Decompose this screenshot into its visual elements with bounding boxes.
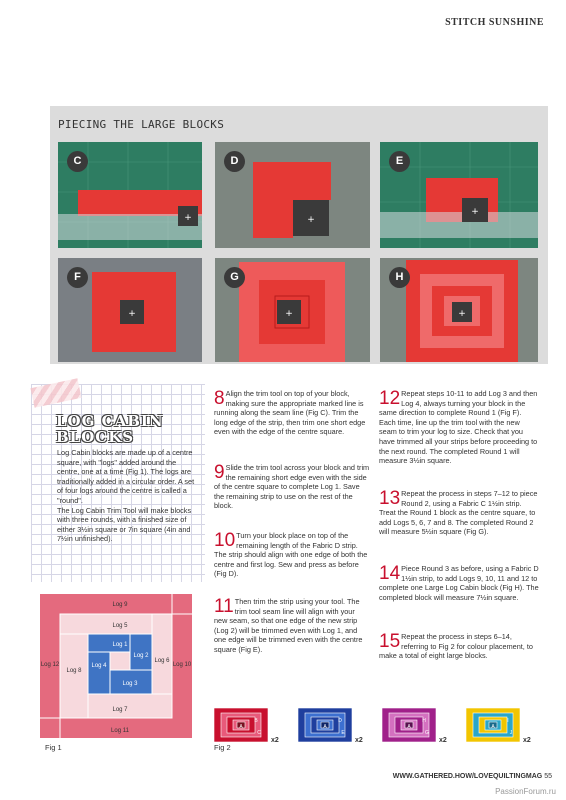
step-number: 9 (214, 462, 225, 483)
section-header: STITCH SUNSHINE (445, 17, 544, 28)
fig1-label-log6: Log 6 (154, 658, 170, 664)
intro-paragraph-1: Log Cabin blocks are made up of a centre square, with "logs" added around the centre, one at a time (Fig 1). The logs are traditionally added in a circular order. A set of four logs around the centre is called a "round". (57, 448, 195, 505)
fig1-label-log12: Log 12 (40, 662, 60, 668)
fig1-caption: Fig 1 (45, 743, 62, 752)
photo-h (380, 258, 538, 362)
fig2-quantity: x2 (271, 737, 279, 744)
step-number: 10 (214, 530, 236, 551)
log-cabin-title-line2: BLOCKS (56, 428, 135, 446)
fig1-label-log7: Log 7 (112, 707, 128, 713)
fig1-label-log4: Log 4 (91, 663, 107, 669)
intro-paragraph-2: The Log Cabin Trim Tool will make blocks with three rounds, with a finished size of either 3½in square or 7in square (4in and 7½in unfinished). (57, 505, 192, 544)
svg-text:+: + (285, 309, 293, 319)
step-12 (379, 389, 539, 466)
fig1-label-log5: Log 5 (112, 623, 128, 629)
log-cabin-title (56, 413, 164, 445)
step-number: 8 (214, 388, 225, 409)
fig1-label-log10: Log 10 (172, 662, 192, 668)
fig2-fabric-letter: G (425, 730, 429, 736)
fig2-fabric-letter: B (254, 718, 258, 724)
fig1-label-log1: Log 1 (112, 642, 128, 648)
step-13 (379, 489, 539, 537)
svg-text:+: + (307, 215, 315, 225)
step-text: Slide the trim tool across your block and trim the remaining short edge even with the side of the centre square to complete Log 1. Save the remaining strip to use on the rest of the block. (214, 463, 370, 511)
fig2-fabric-letter: E (341, 730, 345, 736)
step-number: 14 (379, 563, 401, 584)
step-text: Repeat the process in steps 7–12 to piece Round 2, using a Fabric C 1½in strip. Treat the Round 1 block as the centre square, to add Logs 5, 6, 7 and 8. The completed Round 2 will measure 5½in square (Fig G). (379, 489, 538, 537)
step-text: Repeat steps 10-11 to add Log 3 and then Log 4, always turning your block in the same direction to complete Round 1 (Fig F). Each time, line up the trim tool with the new seam to trim your log to size. Check that you have trimmed all your strips before proceeding to the next round. The completed Round 1 will measure 3½in square. (379, 389, 538, 466)
photo-label-g: G (224, 267, 245, 288)
fig2-fabric-letter: A (491, 724, 495, 730)
step-text: Then trim the strip using your tool. The trim tool seam line will align with your new seam, so that one edge of the new strip (Log 2) will be trimmed even with Log 1, and one edge will be trimmed even with the centre square (Fig E). (214, 597, 363, 654)
fig2-block-3 (382, 708, 447, 744)
fig2-block-2 (298, 708, 363, 744)
photo-c (58, 142, 202, 248)
photo-g (215, 258, 370, 362)
photo-d (215, 142, 370, 248)
fig2-fabric-letter: A (239, 724, 243, 730)
fig2-quantity: x2 (439, 737, 447, 744)
fig2-fabric-letter: D (338, 718, 342, 724)
photo-label-f: F (67, 267, 88, 288)
photo-label-e: E (389, 151, 410, 172)
step-number: 15 (379, 631, 401, 652)
step-11 (214, 597, 370, 655)
step-number: 13 (379, 488, 401, 509)
svg-text:+: + (184, 213, 192, 223)
fig1-diagram (40, 594, 192, 738)
fig2-fabric-letter: I (507, 718, 509, 724)
photo-label-h: H (389, 267, 410, 288)
step-15 (379, 632, 539, 661)
step-number: 11 (214, 596, 234, 617)
fig2-fabric-letter: J (509, 730, 513, 736)
fig2-block-4 (466, 708, 531, 744)
step-10 (214, 531, 370, 579)
watermark: PassionForum.ru (495, 787, 556, 796)
photo-label-d: D (224, 151, 245, 172)
photo-e (380, 142, 538, 248)
fig2-block-1 (214, 708, 279, 744)
page-number: 55 (544, 773, 552, 780)
fig1-label-log11: Log 11 (111, 728, 129, 734)
svg-text:+: + (471, 207, 479, 217)
fig2-fabric-letter: H (422, 718, 426, 724)
fig2-blocks (214, 708, 544, 744)
step-text: Turn your block place on top of the remaining length of the Fabric D strip. The strip should align with one edge of both the centre and first log. Sew and press as before (Fig D). (214, 531, 368, 579)
step-9 (214, 463, 370, 511)
photo-label-c: C (67, 151, 88, 172)
svg-text:+: + (458, 309, 466, 319)
step-14 (379, 564, 539, 602)
svg-text:+: + (128, 309, 136, 319)
fig1-label-log8: Log 8 (66, 668, 82, 674)
fig1-label-log3: Log 3 (122, 681, 138, 687)
fig1-label-log2: Log 2 (133, 653, 149, 659)
fig2-caption: Fig 2 (214, 743, 231, 752)
step-text: Align the trim tool on top of your block, making sure the appropriate marked line is running along the seam line (Fig C). Trim the long edge of the strip, then trim one short edge even with the edge of the centre square. (214, 389, 366, 437)
fig2-fabric-letter: A (407, 724, 411, 730)
step-text: Piece Round 3 as before, using a Fabric D 1½in strip, to add Logs 9, 10, 11 and 12 to complete one Large Log Cabin block (Fig H). The completed block will measure 7½in square. (379, 564, 539, 602)
footer-url[interactable]: WWW.GATHERED.HOW/LOVEQUILTINGMAG (392, 773, 543, 780)
step-number: 12 (379, 388, 401, 409)
step-8 (214, 389, 370, 437)
log-cabin-intro (57, 448, 197, 544)
fig2-fabric-letter: A (323, 724, 327, 730)
fig2-fabric-letter: C (257, 730, 261, 736)
fig2-quantity: x2 (523, 737, 531, 744)
piecing-title: PIECING THE LARGE BLOCKS (58, 118, 225, 131)
photo-f (58, 258, 202, 362)
fig2-quantity: x2 (355, 737, 363, 744)
step-text: Repeat the process in steps 6–14, referring to Fig 2 for colour placement, to make a total of eight large blocks. (379, 632, 533, 661)
fig1-label-log9: Log 9 (112, 602, 128, 608)
log-cabin-title-line1: LOG CABIN (56, 412, 164, 430)
page-footer (393, 773, 552, 780)
